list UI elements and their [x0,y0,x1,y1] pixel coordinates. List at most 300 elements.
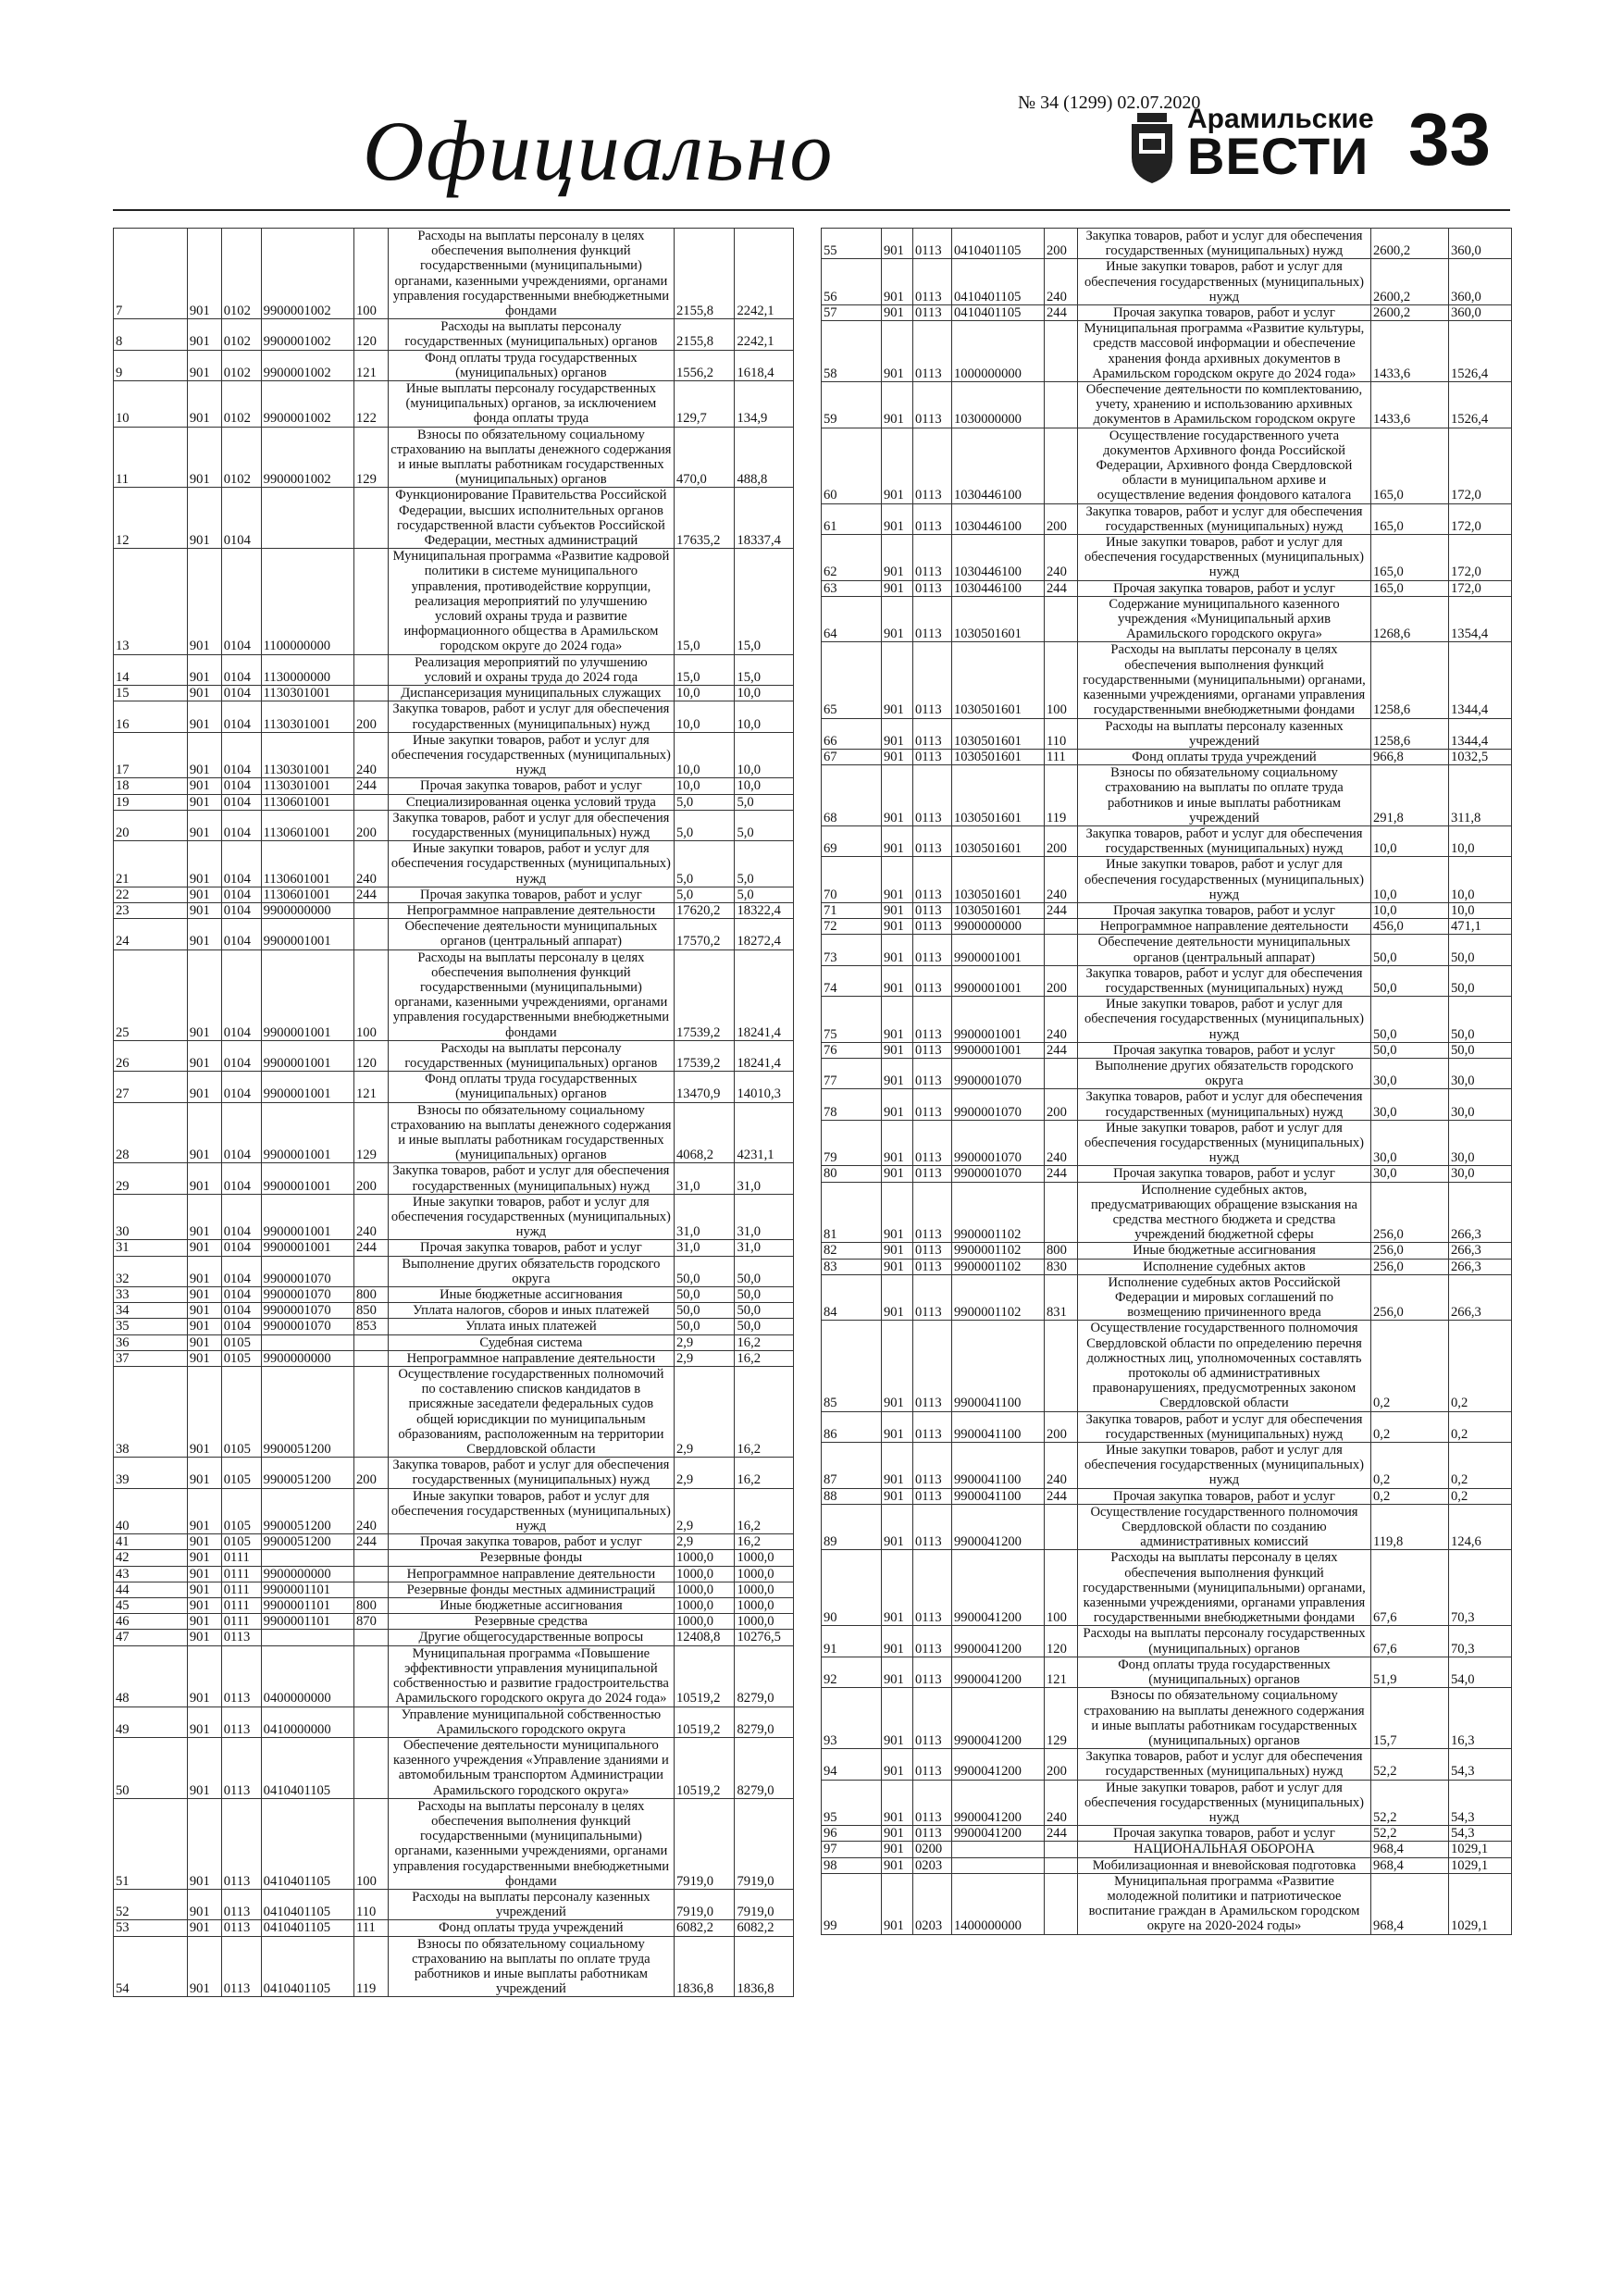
section-code: 0102 [221,229,261,319]
target-article-code: 1130301001 [261,686,353,701]
row-number: 85 [822,1321,882,1411]
amount-2022: 1032,5 [1449,749,1512,764]
expense-type-code: 240 [353,1194,388,1240]
department-code: 901 [882,428,913,503]
row-number: 18 [114,778,188,794]
department-code: 901 [187,1256,221,1286]
row-number: 88 [822,1488,882,1504]
section-code: 0104 [221,654,261,685]
amount-2021: 15,7 [1371,1688,1449,1749]
target-article-code [261,1334,353,1350]
amount-2022: 18322,4 [735,902,794,918]
table-row [822,1321,1512,1411]
target-article-code: 1030501601 [952,596,1045,642]
target-article-code: 1100000000 [261,549,353,654]
amount-2022: 1029,1 [1449,1842,1512,1857]
row-number: 52 [114,1889,188,1919]
row-number: 29 [114,1163,188,1194]
section-code: 0104 [221,841,261,887]
table-row [114,1350,794,1366]
target-article-code: 9900051200 [261,1458,353,1488]
table-row [114,732,794,778]
target-article-code: 1030446100 [952,580,1045,596]
target-article-code: 0410401105 [261,1889,353,1919]
department-code: 901 [187,549,221,654]
amount-2022: 4231,1 [735,1102,794,1163]
amount-2022: 1526,4 [1449,321,1512,382]
row-number: 63 [822,580,882,596]
department-code: 901 [882,749,913,764]
amount-2022: 266,3 [1449,1243,1512,1259]
amount-2021: 1836,8 [674,1936,735,1997]
item-description: Непрограммное направление деятельности [388,1350,674,1366]
amount-2021: 2,9 [674,1367,735,1458]
department-code: 901 [187,1367,221,1458]
item-description: Закупка товаров, работ и услуг для обеспечения государственных (муниципальных) нужд [388,701,674,732]
row-number: 53 [114,1920,188,1936]
amount-2022: 30,0 [1449,1058,1512,1088]
table-row [822,229,1512,259]
table-row [114,887,794,902]
amount-2022: 471,1 [1449,919,1512,935]
target-article-code: 9900001002 [261,350,353,380]
brand-main: ВЕСТИ [1187,127,1369,185]
coat-of-arms-icon [1126,111,1178,185]
department-code: 901 [187,1194,221,1240]
item-description: Иные закупки товаров, работ и услуг для обеспечения государственных (муниципальных) нужд [388,1488,674,1534]
amount-2021: 968,4 [1371,1873,1449,1934]
expense-type-code: 200 [1045,503,1078,534]
row-number: 89 [822,1504,882,1550]
amount-2022: 6082,2 [735,1920,794,1936]
amount-2021: 0,2 [1371,1411,1449,1442]
row-number: 81 [822,1182,882,1243]
section-code: 0113 [221,1889,261,1919]
row-number: 31 [114,1240,188,1256]
row-number: 90 [822,1550,882,1626]
section-code: 0113 [913,1749,952,1780]
table-row [114,1194,794,1240]
amount-2021: 1433,6 [1371,382,1449,428]
amount-2021: 256,0 [1371,1259,1449,1274]
department-code: 901 [882,1089,913,1120]
row-number: 98 [822,1857,882,1873]
expense-type-code [1045,321,1078,382]
expense-type-code: 200 [1045,229,1078,259]
item-description: Прочая закупка товаров, работ и услуг [388,1240,674,1256]
item-description: Фонд оплаты труда учреждений [1078,749,1371,764]
expense-type-code: 200 [1045,1749,1078,1780]
section-code: 0113 [913,1826,952,1842]
item-description: Муниципальная программа «Развитие кадровой политики в системе муниципального управления, противодействие коррупции, реализация мероприятий по улучшению условий охраны труда и развитие информационного общества в Арамильском городском округе до 2024 года» [388,549,674,654]
table-row [822,1857,1512,1873]
table-row [114,1163,794,1194]
amount-2021: 165,0 [1371,503,1449,534]
section-code: 0113 [913,1626,952,1657]
row-number: 60 [822,428,882,503]
target-article-code: 9900001070 [952,1166,1045,1182]
table-row [822,535,1512,581]
amount-2021: 31,0 [674,1163,735,1194]
amount-2022: 1526,4 [1449,382,1512,428]
table-row [822,1243,1512,1259]
department-code: 901 [187,701,221,732]
expense-type-code [353,902,388,918]
target-article-code: 9900001001 [261,919,353,949]
item-description: Специализированная оценка условий труда [388,794,674,810]
amount-2021: 968,4 [1371,1857,1449,1873]
table-row [114,1566,794,1582]
department-code: 901 [187,319,221,350]
item-description: Прочая закупка товаров, работ и услуг [1078,580,1371,596]
section-code: 0113 [913,1243,952,1259]
section-code: 0113 [913,965,952,996]
department-code: 901 [882,997,913,1043]
item-description: Расходы на выплаты персоналу в целях обеспечения выполнения функций государственными (муниципальными) органами, казенными учреждениями, органами управления государственными внебюджетными фондами [1078,1550,1371,1626]
amount-2021: 30,0 [1371,1089,1449,1120]
item-description: Иные закупки товаров, работ и услуг для обеспечения государственных (муниципальных) нужд [388,1194,674,1240]
expense-type-code: 244 [353,778,388,794]
department-code: 901 [187,1798,221,1889]
expense-type-code [353,1566,388,1582]
item-description: Иные закупки товаров, работ и услуг для обеспечения государственных (муниципальных) нужд [1078,997,1371,1043]
row-number: 65 [822,642,882,718]
amount-2022: 360,0 [1449,305,1512,321]
target-article-code: 9900041200 [952,1550,1045,1626]
expense-type-code: 120 [1045,1626,1078,1657]
row-number: 97 [822,1842,882,1857]
amount-2021: 2155,8 [674,229,735,319]
item-description: Резервные фонды местных администраций [388,1582,674,1597]
section-code: 0113 [913,1504,952,1550]
amount-2021: 10,0 [1371,857,1449,903]
row-number: 21 [114,841,188,887]
expense-type-code: 121 [1045,1657,1078,1687]
department-code: 901 [187,1163,221,1194]
expense-type-code: 111 [1045,749,1078,764]
row-number: 76 [822,1042,882,1058]
row-number: 72 [822,919,882,935]
department-code: 901 [882,1504,913,1550]
table-row [822,718,1512,749]
section-code: 0111 [221,1550,261,1566]
amount-2021: 165,0 [1371,428,1449,503]
amount-2021: 15,0 [674,654,735,685]
target-article-code: 0410401105 [952,259,1045,305]
amount-2021: 67,6 [1371,1550,1449,1626]
department-code: 901 [882,1443,913,1489]
item-description: Обеспечение деятельности по комплектованию, учету, хранению и использованию архивных документов в Арамильском городском округе [1078,382,1371,428]
amount-2022: 266,3 [1449,1182,1512,1243]
amount-2021: 17635,2 [674,488,735,549]
expense-type-code: 240 [1045,535,1078,581]
table-row [114,1303,794,1319]
amount-2022: 10,0 [735,686,794,701]
table-row [114,381,794,428]
amount-2021: 6082,2 [674,1920,735,1936]
expense-type-code [353,1706,388,1737]
department-code: 901 [882,1321,913,1411]
amount-2022: 50,0 [1449,997,1512,1043]
target-article-code: 1130000000 [261,654,353,685]
expense-type-code: 240 [1045,857,1078,903]
amount-2022: 16,2 [735,1458,794,1488]
row-number: 66 [822,718,882,749]
item-description: Прочая закупка товаров, работ и услуг [1078,305,1371,321]
row-number: 26 [114,1040,188,1071]
target-article-code: 9900041200 [952,1657,1045,1687]
row-number: 59 [822,382,882,428]
table-row [822,1042,1512,1058]
department-code: 901 [882,382,913,428]
department-code: 901 [187,810,221,840]
expense-type-code: 831 [1045,1274,1078,1321]
section-code: 0113 [913,1274,952,1321]
amount-2021: 10,0 [1371,902,1449,918]
amount-2021: 165,0 [1371,580,1449,596]
department-code: 901 [187,488,221,549]
row-number: 25 [114,949,188,1040]
target-article-code: 9900051200 [261,1488,353,1534]
amount-2022: 18337,4 [735,488,794,549]
table-row [114,1458,794,1488]
item-description: Взносы по обязательному социальному страхованию на выплаты денежного содержания и иные выплаты работникам государственных (муниципальных) органов [388,427,674,488]
amount-2022: 1029,1 [1449,1873,1512,1934]
row-number: 12 [114,488,188,549]
department-code: 901 [882,765,913,826]
department-code: 901 [882,1182,913,1243]
department-code: 901 [882,1626,913,1657]
section-code: 0105 [221,1458,261,1488]
department-code: 901 [187,1598,221,1614]
section-code: 0113 [913,259,952,305]
item-description: Функционирование Правительства Российской Федерации, высших исполнительных органов государственной власти субъектов Российской Федерации, местных администраций [388,488,674,549]
amount-2021: 256,0 [1371,1243,1449,1259]
table-row [822,1488,1512,1504]
item-description: Расходы на выплаты персоналу казенных учреждений [388,1889,674,1919]
item-description: Прочая закупка товаров, работ и услуг [388,1534,674,1550]
expense-type-code: 200 [1045,825,1078,856]
amount-2022: 1029,1 [1449,1857,1512,1873]
row-number: 78 [822,1089,882,1120]
target-article-code: 1130601001 [261,794,353,810]
amount-2021: 50,0 [674,1256,735,1286]
section-code: 0104 [221,919,261,949]
row-number: 57 [822,305,882,321]
expense-type-code [1045,382,1078,428]
expense-type-code: 800 [1045,1243,1078,1259]
table-row [114,1240,794,1256]
department-code: 901 [187,1350,221,1366]
item-description: Обеспечение деятельности муниципального казенного учреждения «Управление зданиями и автомобильным транспортом Администрации Арамильского городского округа» [388,1737,674,1798]
item-description: Закупка товаров, работ и услуг для обеспечения государственных (муниципальных) нужд [1078,229,1371,259]
department-code: 901 [882,596,913,642]
target-article-code: 9900051200 [261,1367,353,1458]
item-description: Закупка товаров, работ и услуг для обеспечения государственных (муниципальных) нужд [1078,1749,1371,1780]
table-row [114,1614,794,1630]
expense-type-code [1045,1504,1078,1550]
amount-2022: 0,2 [1449,1321,1512,1411]
amount-2021: 50,0 [1371,935,1449,965]
amount-2022: 134,9 [735,381,794,428]
item-description: Прочая закупка товаров, работ и услуг [1078,1042,1371,1058]
item-description: Иные закупки товаров, работ и услуг для обеспечения государственных (муниципальных) нужд [388,732,674,778]
expense-type-code: 122 [353,381,388,428]
row-number: 83 [822,1259,882,1274]
amount-2022: 1000,0 [735,1614,794,1630]
expense-type-code [1045,1842,1078,1857]
table-row [822,503,1512,534]
section-code: 0111 [221,1566,261,1582]
amount-2021: 2,9 [674,1534,735,1550]
row-number: 8 [114,319,188,350]
department-code: 901 [187,919,221,949]
target-article-code: 1130301001 [261,701,353,732]
target-article-code: 9900001001 [261,1072,353,1102]
amount-2022: 14010,3 [735,1072,794,1102]
row-number: 69 [822,825,882,856]
amount-2021: 165,0 [1371,535,1449,581]
department-code: 901 [187,732,221,778]
row-number: 42 [114,1550,188,1566]
item-description: Расходы на выплаты персоналу государственных (муниципальных) органов [1078,1626,1371,1657]
row-number: 47 [114,1630,188,1645]
section-code: 0113 [913,1259,952,1274]
department-code: 901 [882,857,913,903]
target-article-code: 1030000000 [952,382,1045,428]
item-description: Непрограммное направление деятельности [388,1566,674,1582]
target-article-code: 1030501601 [952,749,1045,764]
table-row [822,1443,1512,1489]
department-code: 901 [187,1582,221,1597]
section-code: 0113 [913,1166,952,1182]
row-number: 44 [114,1582,188,1597]
section-code: 0113 [913,718,952,749]
target-article-code: 9900001102 [952,1243,1045,1259]
section-code: 0104 [221,549,261,654]
amount-2021: 50,0 [1371,965,1449,996]
item-description: Иные бюджетные ассигнования [388,1598,674,1614]
department-code: 901 [187,794,221,810]
section-code: 0104 [221,1040,261,1071]
amount-2021: 10,0 [1371,825,1449,856]
row-number: 30 [114,1194,188,1240]
target-article-code: 9900001002 [261,381,353,428]
department-code: 901 [882,1688,913,1749]
table-row [114,1040,794,1071]
department-code: 901 [882,935,913,965]
item-description: Уплата налогов, сборов и иных платежей [388,1303,674,1319]
table-row [114,1334,794,1350]
department-code: 901 [187,381,221,428]
department-code: 901 [187,1706,221,1737]
expense-type-code: 110 [353,1889,388,1919]
row-number: 58 [822,321,882,382]
amount-2021: 2600,2 [1371,259,1449,305]
target-article-code: 1400000000 [952,1873,1045,1934]
amount-2022: 1000,0 [735,1598,794,1614]
amount-2022: 16,2 [735,1534,794,1550]
department-code: 901 [187,1334,221,1350]
row-number: 20 [114,810,188,840]
target-article-code: 9900001002 [261,319,353,350]
department-code: 901 [882,718,913,749]
table-row [822,580,1512,596]
amount-2022: 50,0 [1449,1042,1512,1058]
amount-2021: 2,9 [674,1458,735,1488]
amount-2022: 0,2 [1449,1411,1512,1442]
row-number: 91 [822,1626,882,1657]
item-description: Муниципальная программа «Развитие культуры, средств массовой информации и обеспечение хранения фонда архивных документов в Арамильском городском округе до 2024 года» [1078,321,1371,382]
target-article-code: 1130301001 [261,732,353,778]
expense-type-code: 244 [1045,1488,1078,1504]
amount-2021: 1258,6 [1371,718,1449,749]
item-description: Исполнение судебных актов [1078,1259,1371,1274]
expense-type-code: 200 [1045,1089,1078,1120]
item-description: Прочая закупка товаров, работ и услуг [1078,902,1371,918]
department-code: 901 [187,654,221,685]
item-description: Фонд оплаты труда учреждений [388,1920,674,1936]
row-number: 75 [822,997,882,1043]
department-code: 901 [187,229,221,319]
target-article-code: 9900000000 [261,1350,353,1366]
department-code: 901 [187,902,221,918]
amount-2022: 54,0 [1449,1657,1512,1687]
row-number: 45 [114,1598,188,1614]
amount-2022: 31,0 [735,1194,794,1240]
target-article-code: 1030501601 [952,857,1045,903]
section-code: 0113 [913,535,952,581]
item-description: Иные закупки товаров, работ и услуг для обеспечения государственных (муниципальных) нужд [1078,1443,1371,1489]
department-code: 901 [187,1240,221,1256]
amount-2022: 50,0 [735,1287,794,1303]
item-description: Обеспечение деятельности муниципальных органов (центральный аппарат) [1078,935,1371,965]
target-article-code: 9900001001 [261,1163,353,1194]
table-row [822,935,1512,965]
row-number: 38 [114,1367,188,1458]
table-row [114,654,794,685]
amount-2022: 172,0 [1449,428,1512,503]
item-description: Иные закупки товаров, работ и услуг для обеспечения государственных (муниципальных) нужд [1078,535,1371,581]
section-code: 0105 [221,1334,261,1350]
amount-2022: 30,0 [1449,1089,1512,1120]
table-row [114,1534,794,1550]
page-number: 33 [1408,98,1491,180]
target-article-code: 9900001001 [952,997,1045,1043]
target-article-code: 9900001070 [952,1089,1045,1120]
amount-2021: 67,6 [1371,1626,1449,1657]
expense-type-code: 100 [1045,1550,1078,1626]
amount-2021: 7919,0 [674,1798,735,1889]
row-number: 40 [114,1488,188,1534]
row-number: 68 [822,765,882,826]
expense-type-code [1045,935,1078,965]
section-code: 0113 [221,1630,261,1645]
section-code: 0104 [221,1319,261,1334]
amount-2021: 13470,9 [674,1072,735,1102]
header-divider [113,209,1510,211]
target-article-code: 9900001101 [261,1614,353,1630]
expense-type-code [353,1256,388,1286]
expense-type-code: 111 [353,1920,388,1936]
table-row [114,427,794,488]
table-row [114,686,794,701]
target-article-code: 9900000000 [261,902,353,918]
table-row [114,549,794,654]
table-row [114,778,794,794]
table-row [114,1319,794,1334]
department-code: 901 [882,825,913,856]
